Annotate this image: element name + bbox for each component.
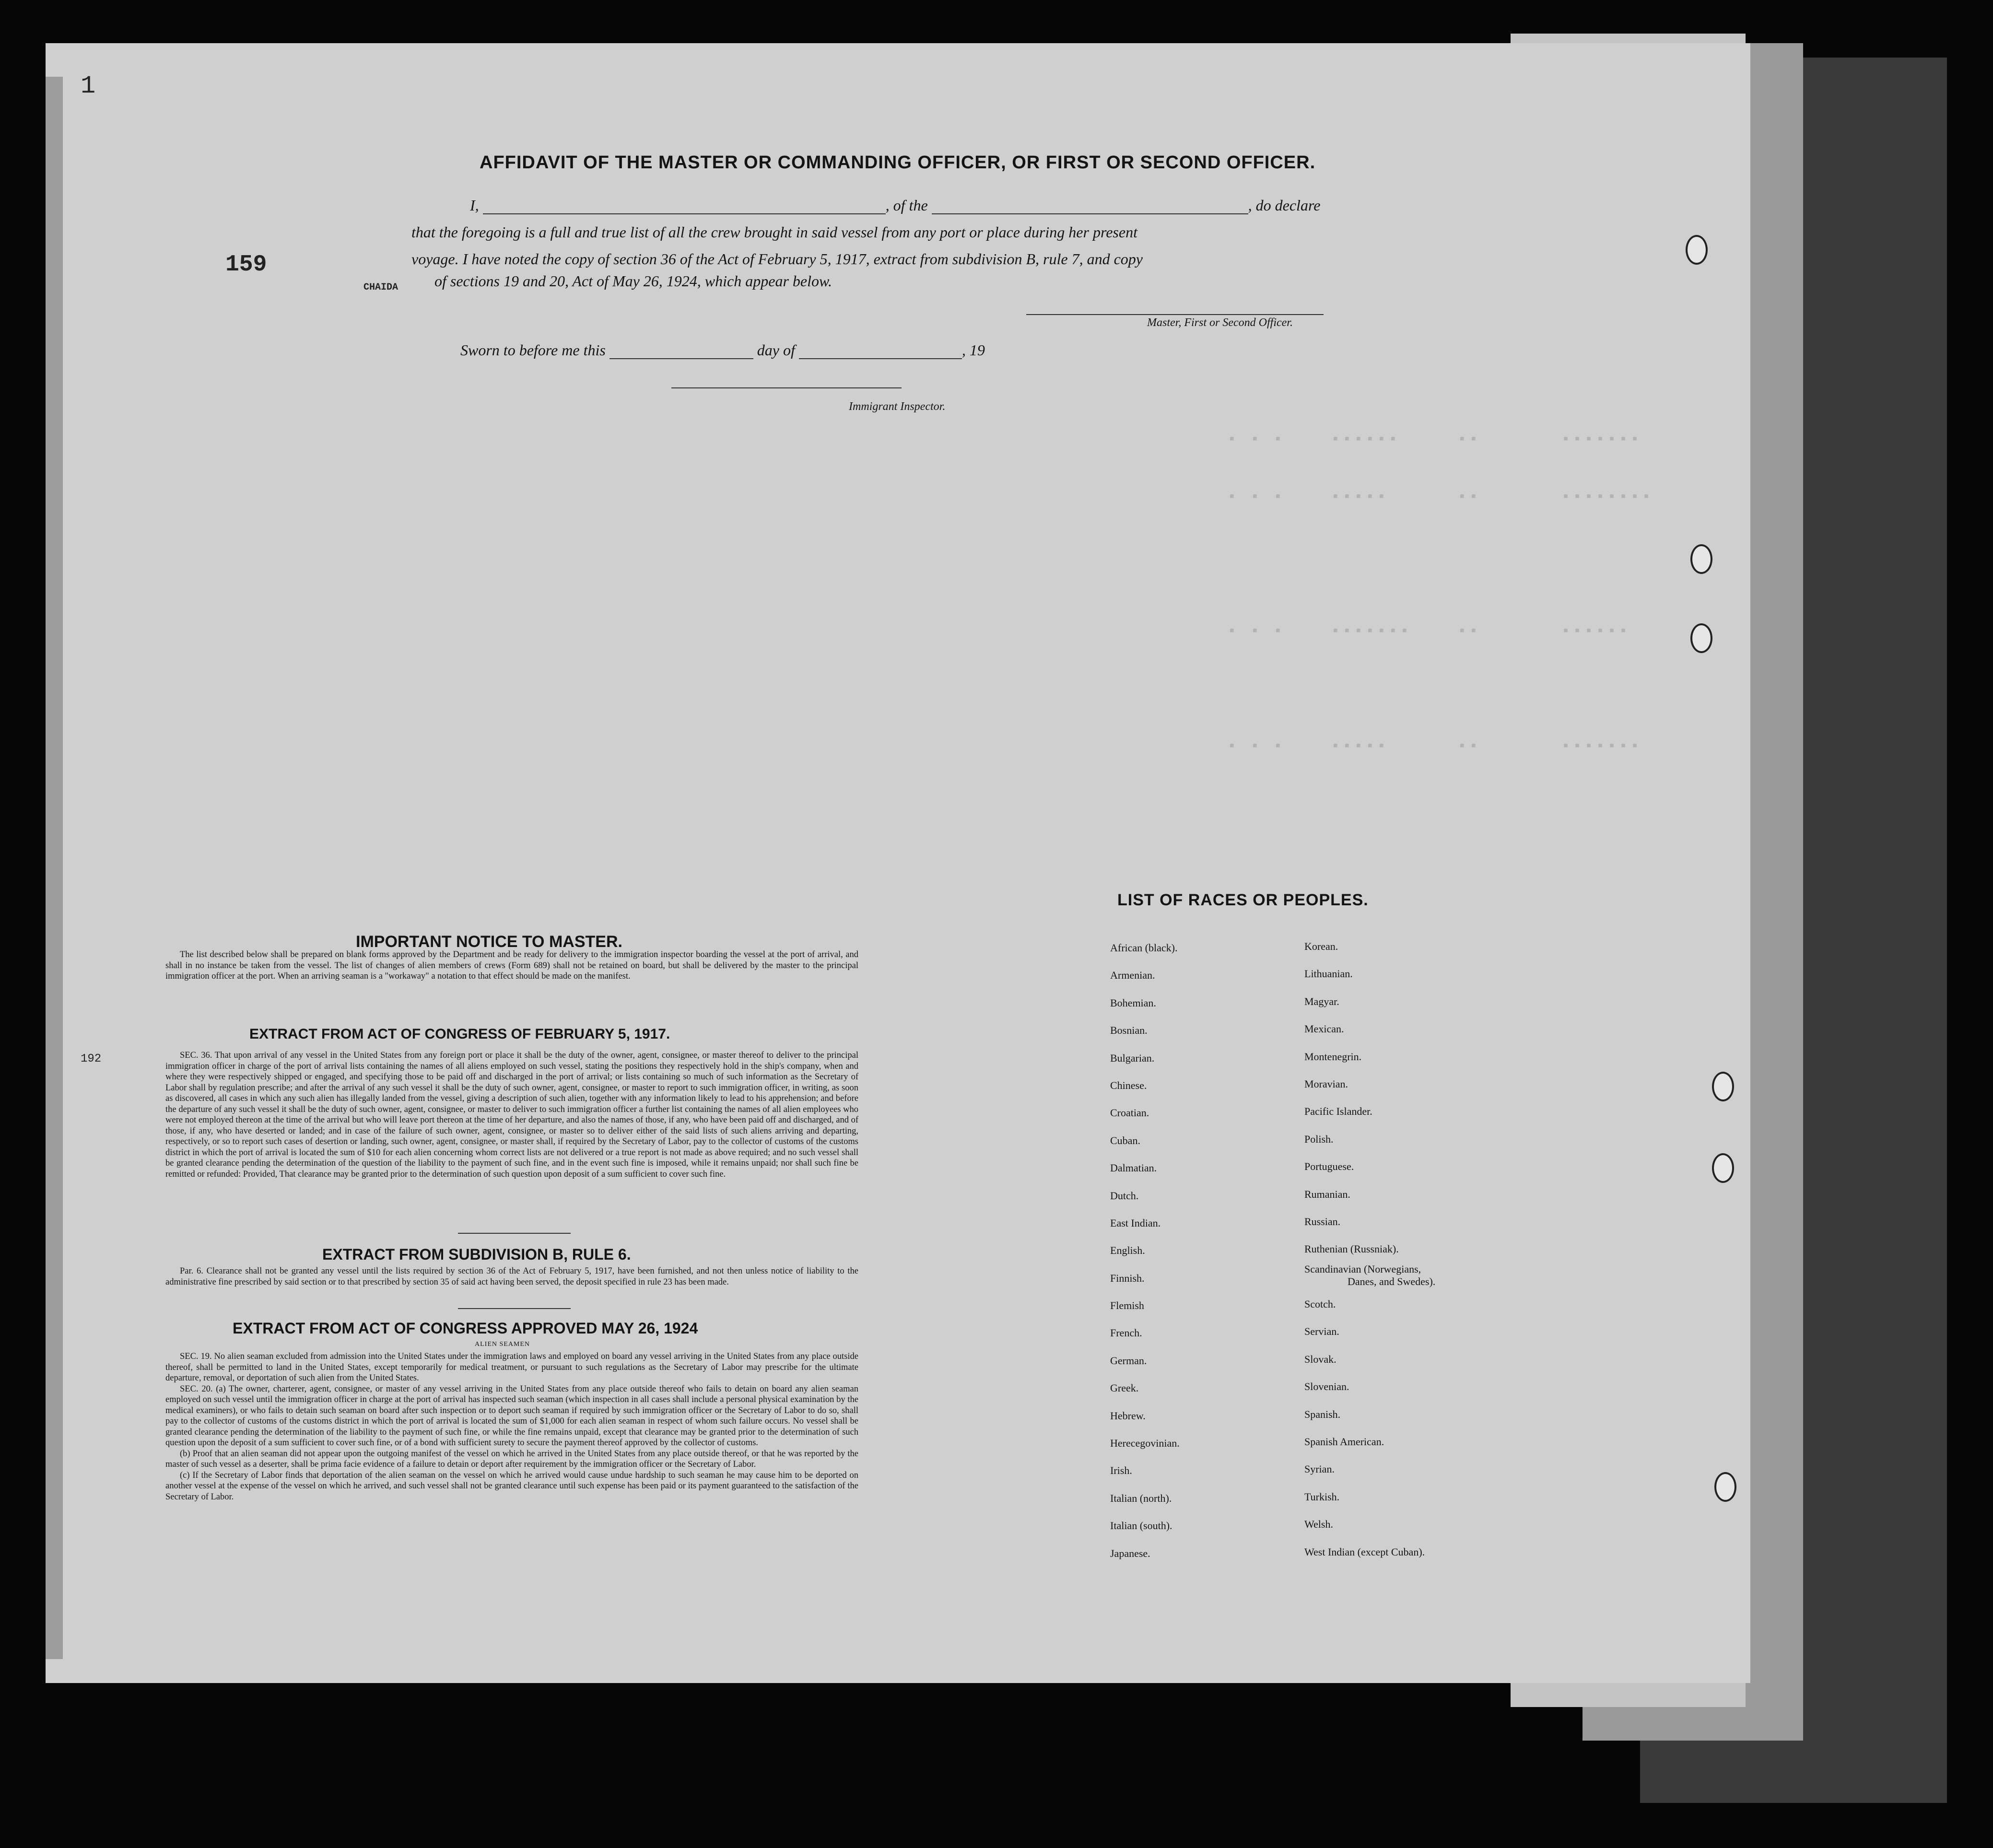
affidavit-line-4: of sections 19 and 20, Act of May 26, 1924, which appear below.	[434, 272, 832, 290]
affidavit-do-declare: , do declare	[1248, 197, 1321, 214]
bleed-through-row: ▪ ▪ ▪ ▪▪▪▪▪▪▪ ▪▪ ▪▪▪▪▪▪	[1228, 623, 1631, 640]
race-entry: Polish.	[1304, 1133, 1334, 1145]
affidavit-title: AFFIDAVIT OF THE MASTER OR COMMANDING OFFICER, OR FIRST OR SECOND OFFICER.	[480, 152, 1316, 173]
race-entry: Russian.	[1304, 1215, 1341, 1228]
master-signature-label: Master, First or Second Officer.	[1147, 316, 1293, 329]
race-entry: Flemish	[1110, 1299, 1144, 1312]
binder-hole	[1686, 235, 1708, 265]
affidavit-line-3: voyage. I have noted the copy of section 36 of the Act of February 5, 1917, extract from subdivision B, rule 7, and copy	[411, 250, 1143, 268]
race-entry: Portuguese.	[1304, 1160, 1354, 1173]
race-entry: Servian.	[1304, 1325, 1339, 1338]
sworn-text: Sworn to before me this	[460, 341, 606, 359]
race-entry: Scandinavian (Norwegians, Danes, and Swedes).	[1304, 1263, 1436, 1287]
extract-1917-title: EXTRACT FROM ACT OF CONGRESS OF FEBRUARY 5, 1917.	[249, 1026, 670, 1042]
bleed-through-row: ▪ ▪ ▪ ▪▪▪▪▪ ▪▪ ▪▪▪▪▪▪▪	[1228, 738, 1642, 755]
race-entry: Dalmatian.	[1110, 1162, 1157, 1174]
race-entry: Syrian.	[1304, 1463, 1335, 1475]
bleed-through-row: ▪ ▪ ▪ ▪▪▪▪▪▪ ▪▪ ▪▪▪▪▪▪▪	[1228, 432, 1642, 448]
binder-hole	[1690, 623, 1712, 653]
affidavit-declaration-line	[470, 197, 1320, 214]
divider	[458, 1308, 571, 1309]
race-entry: Pacific Islander.	[1304, 1105, 1372, 1118]
race-entry: Greek.	[1110, 1382, 1139, 1394]
race-entry: Italian (north).	[1110, 1492, 1172, 1504]
corner-handwritten-number: 1	[81, 72, 96, 100]
binder-hole	[1712, 1072, 1734, 1101]
stamped-word: CHAIDA	[363, 282, 399, 293]
race-entry: Armenian.	[1110, 969, 1155, 982]
races-title: LIST OF RACES OR PEOPLES.	[1117, 891, 1369, 909]
extract-rule6-title: EXTRACT FROM SUBDIVISION B, RULE 6.	[322, 1246, 631, 1263]
race-entry: Bohemian.	[1110, 996, 1156, 1009]
race-entry: Chinese.	[1110, 1079, 1147, 1091]
affidavit-i: I,	[470, 197, 479, 214]
race-entry: Slovenian.	[1304, 1380, 1349, 1393]
extract-1917-body	[165, 1050, 858, 1180]
inspector-signature-line	[671, 387, 902, 388]
extract-1924-subtitle: ALIEN SEAMEN	[475, 1341, 530, 1348]
extract-1924-title: EXTRACT FROM ACT OF CONGRESS APPROVED MAY 26, 1924	[233, 1320, 698, 1337]
notice-paragraph: The list described below shall be prepared on blank forms approved by the Department and be ready for delivery to the immigration inspector boarding the vessel at the port of arrival, and shall in no instance be taken from the vessel. The list of changes of alien members of crews (Form 689) shall not be retained on board, but shall be delivered by the master to the principal immigration officer at the port. When an arriving seaman is a "workaway" a notation to that effect should be made on the manifest.	[165, 950, 858, 981]
binding-strip	[46, 77, 63, 1659]
master-signature-line	[1026, 314, 1324, 315]
extract-rule6-body	[165, 1266, 858, 1287]
race-entry: Japanese.	[1110, 1547, 1150, 1559]
race-entry: East Indian.	[1110, 1216, 1161, 1229]
year-text: , 19	[961, 341, 985, 359]
race-entry: Korean.	[1304, 940, 1338, 952]
race-entry: Welsh.	[1304, 1518, 1333, 1531]
race-entry: Rumanian.	[1304, 1188, 1350, 1200]
binder-hole	[1690, 544, 1712, 574]
race-entry: Slovak.	[1304, 1353, 1336, 1365]
race-entry: Turkish.	[1304, 1490, 1340, 1503]
race-entry: Irish.	[1110, 1464, 1132, 1477]
sworn-day-blank	[610, 345, 753, 359]
race-entry: Finnish.	[1110, 1272, 1145, 1284]
sworn-line	[460, 341, 985, 359]
day-of-text: day of	[757, 341, 795, 359]
sec-20c-paragraph: (c) If the Secretary of Labor finds that deportation of the alien seaman on the vessel on which he arrived would cause undue hardship to such seaman he may cause him to be deported on another vessel at the expense of the vessel on which he arrived, and such vessel shall not be granted clearance until such expense has been paid or its payment guaranteed to the satisfaction of the Secretary of Labor.	[165, 1470, 858, 1502]
margin-handwritten-number: 192	[81, 1053, 102, 1065]
race-entry: Bosnian.	[1110, 1024, 1148, 1037]
race-entry: West Indian (except Cuban).	[1304, 1545, 1425, 1558]
name-blank	[483, 200, 886, 214]
race-entry: French.	[1110, 1327, 1142, 1339]
bleed-through-row: ▪ ▪ ▪ ▪▪▪▪▪ ▪▪ ▪▪▪▪▪▪▪▪	[1228, 489, 1654, 505]
binder-hole	[1714, 1472, 1736, 1502]
sec-20b-paragraph: (b) Proof that an alien seaman did not appear upon the outgoing manifest of the vessel on which he arrived in the United States from any place outside thereof, or that he was reported by the master of such vessel as a deserter, shall be prima facie evidence of a failure to detain or deport after requirement by the immigration officer or the Secretary of Labor.	[165, 1449, 858, 1469]
extract-1917-paragraph: SEC. 36. That upon arrival of any vessel in the United States from any foreign port or place it shall be the duty of the owner, agent, consignee, or master thereof to deliver to the principal immigration officer in charge of the port of arrival lists containing the names of all aliens employed on such vessel, stating the positions they respectively hold in the ship's company, when and where they were respectively shipped or engaged, and specifying those to be paid off and discharged in the port of arrival; or lists containing so much of such information as the Secretary of Labor shall by regulation prescribe; and after the arrival of any such vessel it shall be the duty of such owner, agent, consignee, or master to report to such immigration officer, in writing, as soon as discovered, all cases in which any such alien has illegally landed from the vessel, giving a description of such alien, together with any information likely to lead to his apprehension; and before the departure of any such vessel it shall be the duty of such owner, agent, consignee, or master to deliver to such immigration officer a further list containing the names of all alien employees who were not employed thereon at the time of the arrival but who will leave port thereon at the time of her departure, and also the names of those, if any, who have been paid off and discharged, and of those, if any, who have deserted or landed; and in case of the failure of such owner, agent, consignee, or master so to deliver either of the said lists of such aliens arriving and departing, respectively, or so to report such cases of desertion or landing, such owner, agent, consignee, or master shall, if required by the Secretary of Labor, pay to the collector of customs of the customs district in which the port of arrival is located the sum of $10 for each alien concerning whom correct lists are not delivered or a true report is not made as above required; and no such vessel shall be granted clearance pending the determination of the question of the liability to the payment of such fine, and in the event such fine is imposed, while it remains unpaid; nor shall such fine be remitted or refunded: Provided, That clearance may be granted prior to the determination of such question upon deposit of a sum sufficient to cover such fine.	[165, 1051, 858, 1179]
races-left-column	[1110, 934, 1302, 1567]
race-entry: Hebrew.	[1110, 1409, 1146, 1422]
extract-rule6-paragraph: Par. 6. Clearance shall not be granted any vessel until the lists required by section 36 of the Act of February 5, 1917, have been furnished, and not then unless notice of liability to the administrative fine prescribed by said section or to that prescribed by section 35 of said act having been served, the deposit specified in rule 23 has been made.	[165, 1266, 858, 1287]
race-entry: Cuban.	[1110, 1134, 1140, 1146]
race-entry: Spanish American.	[1304, 1436, 1384, 1448]
vessel-blank	[932, 200, 1248, 214]
races-right-column	[1304, 933, 1496, 1566]
race-entry: Mexican.	[1304, 1023, 1344, 1035]
race-entry: Spanish.	[1304, 1408, 1341, 1420]
affidavit-of-the: , of the	[885, 197, 928, 214]
race-entry: Lithuanian.	[1304, 968, 1353, 980]
race-entry: Montenegrin.	[1304, 1050, 1362, 1063]
race-entry: Dutch.	[1110, 1189, 1139, 1202]
divider	[458, 1233, 571, 1234]
race-entry: English.	[1110, 1244, 1145, 1257]
extract-1924-body	[165, 1351, 858, 1502]
binder-hole	[1712, 1153, 1734, 1183]
race-entry: German.	[1110, 1354, 1147, 1367]
sworn-month-blank	[799, 345, 962, 359]
sec-19-paragraph: SEC. 19. No alien seaman excluded from admission into the United States under the immigration laws and employed on board any vessel arriving in the United States from any place outside thereof, shall be permitted to land in the United States, except temporarily for medical treatment, or pursuant to such regulations as the Secretary of Labor may prescribe for the ultimate departure, removal, or deportation of such alien from the United States.	[165, 1352, 858, 1383]
race-entry: Bulgarian.	[1110, 1052, 1155, 1064]
race-entry: African (black).	[1110, 942, 1178, 954]
notice-body	[165, 949, 858, 982]
race-entry: Magyar.	[1304, 995, 1339, 1007]
race-entry: Moravian.	[1304, 1077, 1348, 1090]
sec-20a-paragraph: SEC. 20. (a) The owner, charterer, agent, consignee, or master of any vessel arriving in the United States from any place outside thereof who fails to detain on board any alien seaman employed on such vessel until the immigration officer in charge at the port of arrival has inspected such seaman (which inspection in all cases shall include a personal physical examination by the medical examiners), or who fails to detain such seaman on board after such inspection or to deport such seaman if required by such immigration officer or the Secretary of Labor to do so, shall pay to the collector of customs of the customs district in which the port of arrival is located the sum of $1,000 for each alien seaman in respect of whom such failure occurs. No vessel shall be granted clearance pending the determination of the liability to the payment of such fine, or while the fine remains unpaid, except that clearance may be granted prior to the determination of such question upon the deposit of a sum sufficient to cover such fine, or of a bond with sufficient surety to secure the payment thereof approved by the collector of customs.	[165, 1384, 858, 1448]
race-entry: Ruthenian (Russniak).	[1304, 1243, 1399, 1255]
stamped-number: 159	[225, 252, 267, 278]
race-entry: Croatian.	[1110, 1107, 1149, 1119]
notice-title: IMPORTANT NOTICE TO MASTER.	[356, 933, 622, 951]
race-entry: Scotch.	[1304, 1298, 1336, 1310]
race-entry: Herecegovinian.	[1110, 1437, 1180, 1450]
inspector-label: Immigrant Inspector.	[849, 400, 946, 413]
race-entry: Italian (south).	[1110, 1520, 1172, 1532]
affidavit-line-2: that the foregoing is a full and true list of all the crew brought in said vessel from any port or place during her present	[411, 223, 1137, 241]
